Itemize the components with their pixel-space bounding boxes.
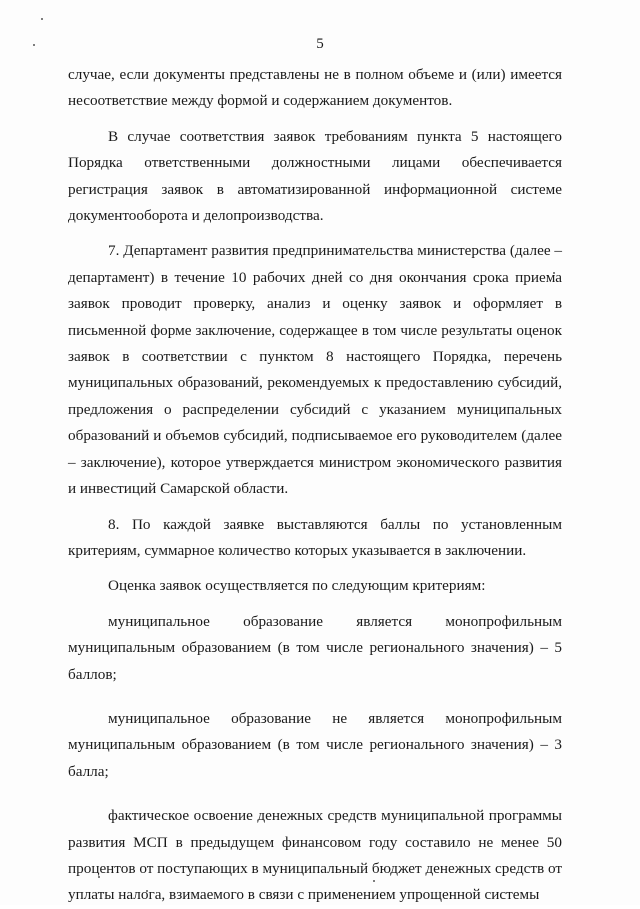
paragraph-registration: В случае соответствия заявок требованиям пункта 5 настоящего Порядка ответственными должностными лицами обеспечивается регистрация заявок в автоматизированной информационной системе документооборота и делопроизводства. [68, 127, 562, 225]
criterion-monoprofile: муниципальное образование является монопрофильным муниципальным образованием (в том числе регионального значения) – 5 баллов; [68, 612, 562, 683]
criterion-funds-usage: фактическое освоение денежных средств муниципальной программы развития МСП в предыдущем финансовом году составило не менее 50 процентов от поступающих в муниципальный бюджет денежных средств от уплаты налога, взимаемого в связи с применением упрощенной системы [68, 807, 562, 904]
page-number: 5 [316, 36, 324, 52]
body-text [68, 62, 562, 909]
scan-speck [41, 18, 43, 20]
criterion-not-monoprofile: муниципальное образование не является монопрофильным муниципальным образованием (в том числе регионального значения) – 3 балла; [68, 709, 562, 780]
paragraph-item-7: 7. Департамент развития предпринимательства министерства (далее – департамент) в течение 10 рабочих дней со дня окончания срока приема заявок проводит проверку, анализ и оценку заявок и оформляет в письменной форме заключение, содержащее в том числе результаты оценок заявок в соответствии с пунктом 8 настоящего Порядка, перечень муниципальных образований, рекомендуемых к предоставлению субсидий, предложения о распределении субсидий с указанием муниципальных образований и объемов субсидий, подписываемое его руководителем (далее – заключение), которое утверждается министром экономического развития и инвестиций Самарской области. [68, 242, 562, 498]
paragraph-criteria-intro: Оценка заявок осуществляется по следующим критериям: [108, 577, 486, 595]
paragraph-item-8: 8. По каждой заявке выставляются баллы по установленным критериям, суммарное количество которых указывается в заключении. [68, 515, 562, 559]
paragraph-continuation: случае, если документы представлены не в полном объеме и (или) имеется несоответствие между формой и содержанием документов. [68, 66, 562, 110]
